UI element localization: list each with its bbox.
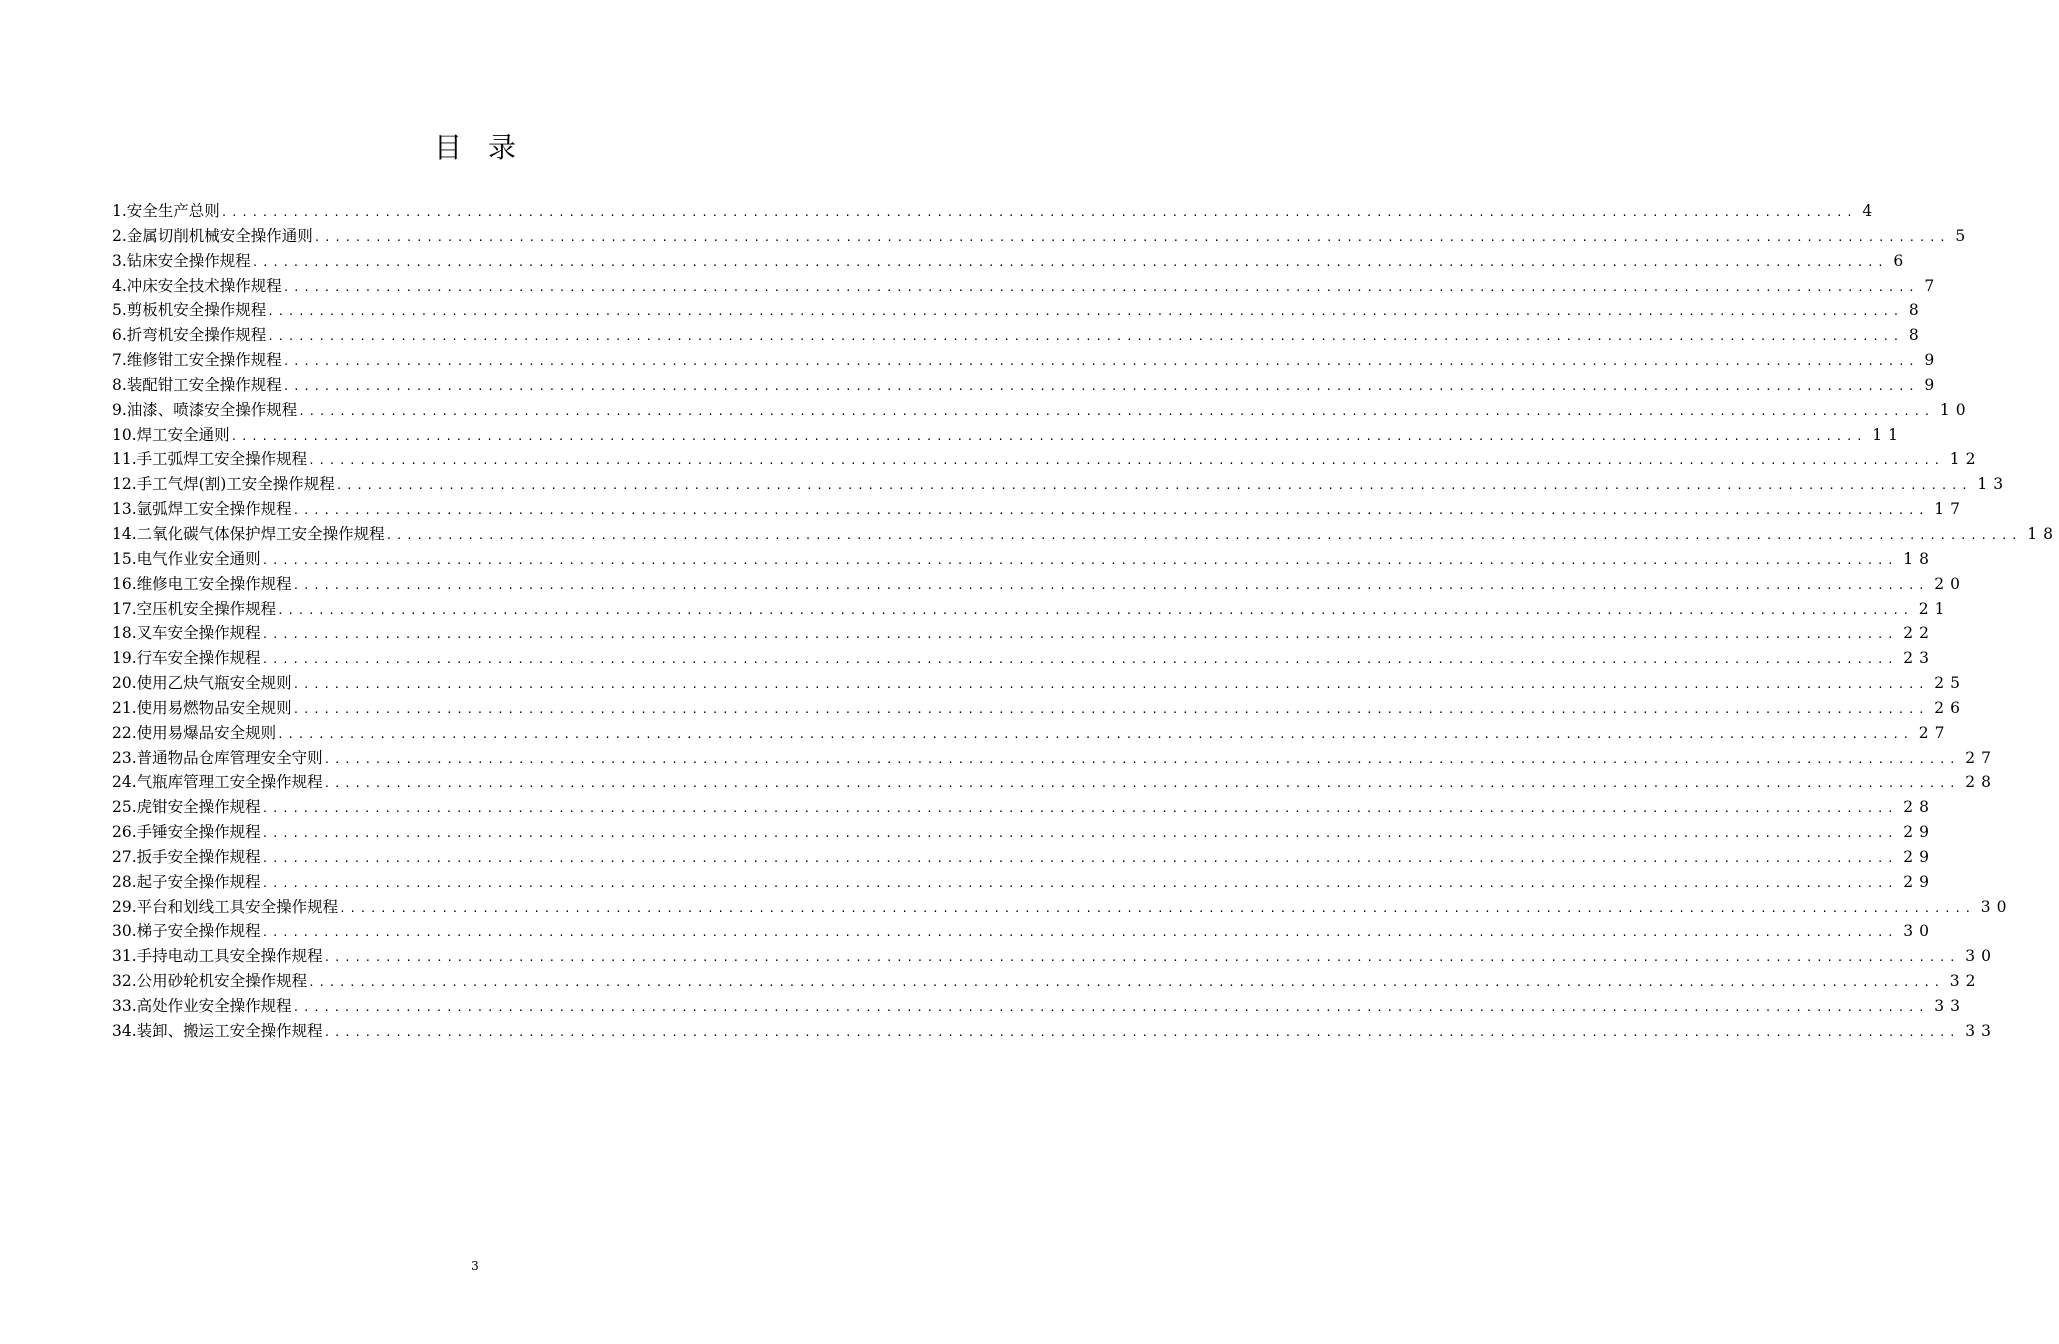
toc-entry-page: 33 bbox=[1934, 997, 1966, 1015]
toc-entry-page: 28 bbox=[1965, 773, 1997, 792]
toc-dot-leader: ................................................................................................................................................................ bbox=[261, 553, 1898, 567]
toc-entry-page: 20 bbox=[1934, 574, 1966, 593]
toc-entry[interactable] bbox=[112, 274, 1941, 299]
toc-entry-page: 18 bbox=[1903, 549, 1935, 568]
toc-dot-leader: ................................................................................................................................................................ bbox=[277, 727, 1913, 741]
toc-entry[interactable] bbox=[112, 423, 1904, 448]
toc-entry[interactable] bbox=[112, 547, 1935, 572]
toc-entry[interactable] bbox=[112, 373, 1941, 398]
toc-entry-label: 30.梯子安全操作规程 bbox=[112, 922, 261, 941]
toc-dot-leader: ................................................................................................................................................................ bbox=[323, 951, 1960, 965]
toc-dot-leader: ................................................................................................................................................................ bbox=[261, 926, 1898, 940]
toc-dot-leader: ................................................................................................................................................................ bbox=[298, 404, 1934, 418]
toc-entry-label: 31.手持电动工具安全操作规程 bbox=[112, 947, 323, 966]
toc-dot-leader: ................................................................................................................................................................ bbox=[261, 827, 1898, 841]
toc-entry-page: 27 bbox=[1918, 723, 1951, 742]
toc-entry-page: 33 bbox=[1965, 1021, 1997, 1040]
toc-entry[interactable] bbox=[112, 721, 1951, 746]
toc-dot-leader: ................................................................................................................................................................ bbox=[323, 1025, 1960, 1039]
page-title: 目录 bbox=[433, 131, 542, 164]
toc-entry-label: 13.氩弧焊工安全操作规程 bbox=[112, 500, 292, 519]
toc-dot-leader: ................................................................................................................................................................ bbox=[292, 504, 1929, 518]
page-number: 3 bbox=[471, 1259, 479, 1273]
toc-entry-page: 22 bbox=[1903, 624, 1935, 643]
toc-entry-page: 7 bbox=[1924, 276, 1941, 295]
toc-entry[interactable] bbox=[112, 746, 1997, 771]
toc-entry-label: 20.使用乙炔气瓶安全规则 bbox=[112, 674, 292, 693]
toc-dot-leader: ................................................................................................................................................................ bbox=[292, 678, 1929, 692]
toc-entry-page: 26 bbox=[1934, 698, 1966, 717]
toc-entry[interactable] bbox=[112, 671, 1966, 696]
toc-entry-label: 28.起子安全操作规程 bbox=[112, 872, 261, 891]
toc-dot-leader: ................................................................................................................................................................ bbox=[220, 206, 1857, 219]
toc-entry-page: 11 bbox=[1872, 425, 1904, 444]
toc-entry[interactable] bbox=[112, 348, 1941, 373]
toc-entry-label: 19.行车安全操作规程 bbox=[112, 649, 261, 668]
toc-dot-leader: ................................................................................................................................................................ bbox=[261, 802, 1898, 816]
toc-dot-leader: ................................................................................................................................................................ bbox=[261, 653, 1898, 667]
toc-entry-label: 21.使用易燃物品安全规则 bbox=[112, 698, 292, 717]
toc-entry-label: 25.虎钳安全操作规程 bbox=[112, 798, 261, 817]
toc-entry-page: 9 bbox=[1924, 375, 1941, 394]
toc-dot-leader: ................................................................................................................................................................ bbox=[308, 454, 1944, 468]
toc-entry-page: 28 bbox=[1903, 798, 1935, 817]
toc-dot-leader: ................................................................................................................................................................ bbox=[313, 230, 1950, 244]
toc-entry-label: 34.装卸、搬运工安全操作规程 bbox=[112, 1021, 323, 1040]
toc-entry-page: 23 bbox=[1903, 649, 1935, 668]
toc-entry-label: 5.剪板机安全操作规程 bbox=[112, 301, 267, 320]
toc-entry-page: 8 bbox=[1908, 326, 1925, 345]
toc-entry[interactable] bbox=[112, 845, 1935, 870]
toc-dot-leader: ................................................................................................................................................................ bbox=[282, 379, 1919, 393]
toc-entry-label: 27.扳手安全操作规程 bbox=[112, 847, 261, 866]
toc-entry-label: 17.空压机安全操作规程 bbox=[112, 599, 277, 618]
toc-entry-page: 12 bbox=[1949, 450, 1982, 469]
toc-entry-label: 8.装配钳工安全操作规程 bbox=[112, 375, 282, 394]
toc-entry-label: 6.折弯机安全操作规程 bbox=[112, 326, 267, 345]
toc-dot-leader: ................................................................................................................................................................ bbox=[308, 976, 1944, 990]
toc-dot-leader: ................................................................................................................................................................ bbox=[277, 603, 1913, 617]
toc-entry-page: 17 bbox=[1934, 500, 1966, 519]
toc-entry-page: 25 bbox=[1934, 674, 1966, 693]
table-of-contents bbox=[112, 199, 2059, 1044]
toc-entry-label: 12.手工气焊(割)工安全操作规程 bbox=[112, 475, 335, 494]
toc-dot-leader: ................................................................................................................................................................ bbox=[323, 752, 1960, 766]
toc-entry-page: 29 bbox=[1903, 823, 1935, 842]
toc-entry-page: 8 bbox=[1908, 301, 1925, 320]
toc-entry[interactable] bbox=[112, 497, 1966, 522]
toc-entry[interactable] bbox=[112, 199, 1879, 224]
toc-entry-label: 9.油漆、喷漆安全操作规程 bbox=[112, 400, 298, 419]
toc-entry[interactable] bbox=[112, 820, 1935, 845]
toc-entry-page: 18 bbox=[2027, 524, 2059, 543]
toc-entry[interactable] bbox=[112, 770, 1997, 795]
toc-dot-leader: ................................................................................................................................................................ bbox=[335, 479, 1972, 493]
toc-entry-label: 4.冲床安全技术操作规程 bbox=[112, 276, 282, 295]
toc-entry-label: 23.普通物品仓库管理安全守则 bbox=[112, 748, 323, 767]
toc-entry-page: 27 bbox=[1965, 748, 1997, 767]
toc-entry-label: 3.钻床安全操作规程 bbox=[112, 251, 251, 270]
toc-dot-leader: ................................................................................................................................................................ bbox=[267, 305, 1903, 319]
toc-dot-leader: ................................................................................................................................................................ bbox=[261, 876, 1898, 890]
toc-entry-label: 7.维修钳工安全操作规程 bbox=[112, 351, 282, 370]
toc-entry[interactable] bbox=[112, 870, 1935, 895]
toc-entry-label: 26.手锤安全操作规程 bbox=[112, 823, 261, 842]
toc-entry[interactable] bbox=[112, 522, 2059, 547]
toc-entry[interactable] bbox=[112, 944, 1997, 969]
toc-dot-leader: ................................................................................................................................................................ bbox=[292, 578, 1929, 592]
toc-entry[interactable] bbox=[112, 298, 1925, 323]
toc-entry-label: 18.叉车安全操作规程 bbox=[112, 624, 261, 643]
toc-entry-label: 29.平台和划线工具安全操作规程 bbox=[112, 897, 339, 916]
toc-entry-page: 10 bbox=[1939, 400, 1972, 419]
toc-dot-leader: ................................................................................................................................................................ bbox=[251, 255, 1888, 269]
toc-dot-leader: ................................................................................................................................................................ bbox=[339, 901, 1975, 915]
toc-entry[interactable] bbox=[112, 597, 1951, 622]
toc-dot-leader: ................................................................................................................................................................ bbox=[292, 1001, 1929, 1014]
toc-dot-leader: ................................................................................................................................................................ bbox=[292, 702, 1929, 716]
toc-entry-label: 2.金属切削机械安全操作通则 bbox=[112, 226, 313, 245]
toc-entry-label: 32.公用砂轮机安全操作规程 bbox=[112, 972, 308, 991]
toc-entry[interactable] bbox=[112, 472, 2010, 497]
toc-entry-page: 29 bbox=[1903, 872, 1935, 891]
toc-entry-page: 21 bbox=[1918, 599, 1951, 618]
toc-entry-page: 4 bbox=[1862, 202, 1879, 220]
toc-entry-page: 32 bbox=[1949, 972, 1982, 991]
toc-entry[interactable] bbox=[112, 1019, 1997, 1044]
toc-dot-leader: ................................................................................................................................................................ bbox=[282, 355, 1919, 369]
toc-dot-leader: ................................................................................................................................................................ bbox=[261, 851, 1898, 865]
toc-dot-leader: ................................................................................................................................................................ bbox=[385, 528, 2022, 542]
toc-entry[interactable] bbox=[112, 249, 1910, 274]
toc-entry-label: 1.安全生产总则 bbox=[112, 202, 220, 220]
toc-entry[interactable] bbox=[112, 895, 2013, 920]
toc-entry-label: 10.焊工安全通则 bbox=[112, 425, 230, 444]
toc-entry-label: 14.二氧化碳气体保护焊工安全操作规程 bbox=[112, 524, 385, 543]
toc-entry[interactable] bbox=[112, 621, 1935, 646]
toc-dot-leader: ................................................................................................................................................................ bbox=[230, 429, 1867, 443]
toc-entry[interactable] bbox=[112, 224, 1972, 249]
toc-entry[interactable] bbox=[112, 398, 1972, 423]
toc-entry[interactable] bbox=[112, 572, 1966, 597]
toc-entry-label: 24.气瓶库管理工安全操作规程 bbox=[112, 773, 323, 792]
toc-entry-page: 30 bbox=[1980, 897, 2013, 916]
toc-entry-label: 22.使用易爆品安全规则 bbox=[112, 723, 277, 742]
toc-entry-label: 15.电气作业安全通则 bbox=[112, 549, 261, 568]
toc-entry[interactable] bbox=[112, 994, 1966, 1019]
toc-entry-page: 5 bbox=[1955, 226, 1972, 245]
toc-entry[interactable] bbox=[112, 447, 1982, 472]
toc-entry-page: 29 bbox=[1903, 847, 1935, 866]
toc-entry-page: 30 bbox=[1903, 922, 1935, 941]
toc-entry-page: 13 bbox=[1977, 475, 2010, 494]
toc-entry-label: 16.维修电工安全操作规程 bbox=[112, 574, 292, 593]
toc-entry[interactable] bbox=[112, 323, 1925, 348]
toc-entry[interactable] bbox=[112, 646, 1935, 671]
toc-entry[interactable] bbox=[112, 696, 1966, 721]
toc-dot-leader: ................................................................................................................................................................ bbox=[282, 280, 1919, 294]
toc-dot-leader: ................................................................................................................................................................ bbox=[323, 777, 1960, 791]
toc-entry-label: 11.手工弧焊工安全操作规程 bbox=[112, 450, 308, 469]
toc-entry[interactable] bbox=[112, 795, 1935, 820]
toc-entry-page: 6 bbox=[1893, 251, 1910, 270]
toc-entry-page: 30 bbox=[1965, 947, 1997, 966]
toc-entry[interactable] bbox=[112, 969, 1982, 994]
toc-entry-label: 33.高处作业安全操作规程 bbox=[112, 997, 292, 1015]
toc-dot-leader: ................................................................................................................................................................ bbox=[267, 330, 1903, 344]
toc-entry[interactable] bbox=[112, 919, 1935, 944]
toc-entry-page: 9 bbox=[1924, 351, 1941, 370]
toc-dot-leader: ................................................................................................................................................................ bbox=[261, 628, 1898, 642]
